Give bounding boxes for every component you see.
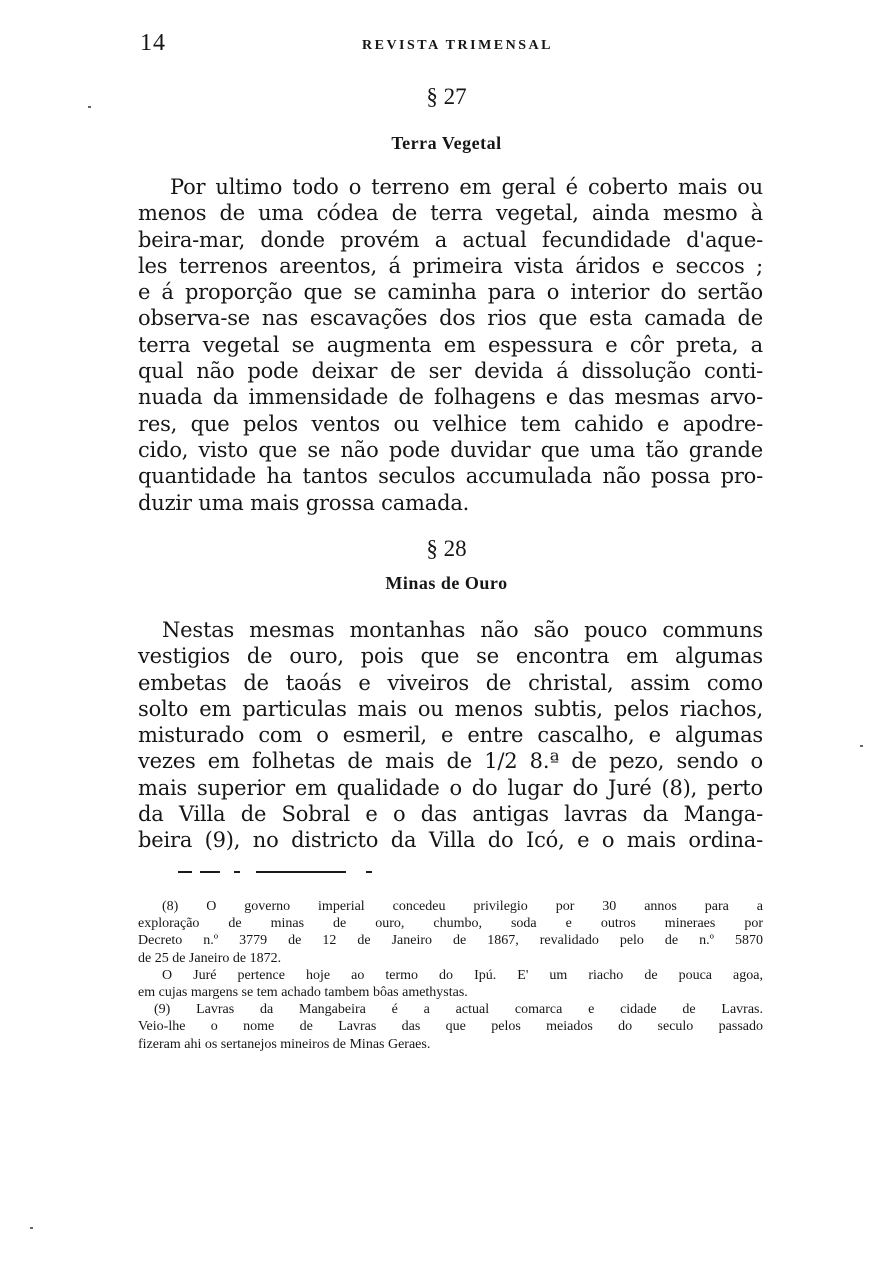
- page-number: 14: [140, 30, 166, 56]
- footnote-rule: [178, 870, 378, 874]
- section-28-paragraph: [138, 617, 763, 854]
- paragraph-line: beira-mar, donde provém a actual fecundidade d'aque-: [138, 227, 763, 252]
- footnote-line: Veio-lhe o nome de Lavras das que pelos meiados do seculo passado: [138, 1019, 763, 1035]
- paragraph-line: observa-se nas escavações dos rios que esta camada de: [138, 306, 763, 331]
- paragraph-line: misturado com o esmeril, e entre cascalho, e algumas: [138, 723, 763, 748]
- footnote-line: O Juré pertence hoje ao termo do Ipú. E' um riacho de pouca agoa,: [162, 967, 763, 983]
- section-27-paragraph: [138, 174, 763, 516]
- footnote-line: fizeram ahi os sertanejos mineiros de Minas Geraes.: [138, 1036, 431, 1052]
- footnote-line: em cujas margens se tem achado tambem bôas amethystas.: [138, 984, 468, 1000]
- paragraph-line: Nestas mesmas montanhas não são pouco communs: [162, 618, 763, 642]
- paragraph-line: mais superior em qualidade o do lugar do Juré (8), perto: [138, 775, 763, 800]
- footnote-line: (9) Lavras da Mangabeira é a actual comarca e cidade de Lavras.: [154, 1002, 763, 1018]
- footnote-line: (8) O governo imperial concedeu privilegio por 30 annos para a: [162, 899, 763, 914]
- paragraph-line: Por ultimo todo o terreno em geral é coberto mais ou: [170, 175, 763, 199]
- paragraph-line: duzir uma mais grossa camada.: [138, 490, 470, 515]
- paragraph-line: nuada da immensidade de folhagens e das mesmas arvo-: [138, 385, 763, 410]
- paragraph-line: embetas de taoás e viveiros de christal, assim como: [138, 670, 763, 695]
- paragraph-line: beira (9), no districto da Villa do Icó, e o mais ordina-: [138, 828, 763, 853]
- paragraph-line: qual não pode deixar de ser devida á dissolução conti-: [138, 359, 763, 384]
- scan-speck: [860, 745, 863, 747]
- paragraph-line: menos de uma códea de terra vegetal, ainda mesmo à: [138, 201, 763, 226]
- paragraph-line: cido, visto que se não pode duvidar que uma tão grande: [138, 437, 763, 462]
- paragraph-line: res, que pelos ventos ou velhice tem cahido e apodre-: [138, 411, 763, 436]
- paragraph-line: vezes em folhetas de mais de 1/2 8.ª de pezo, sendo o: [138, 749, 763, 774]
- footnote-line: Decreto n.º 3779 de 12 de Janeiro de 1867, revalidado pelo de n.º 5870: [138, 933, 763, 949]
- section-27-title: Terra Vegetal: [391, 133, 502, 153]
- section-28-title: Minas de Ouro: [385, 573, 508, 593]
- paragraph-line: da Villa de Sobral e o das antigas lavras da Manga-: [138, 802, 763, 827]
- paragraph-line: les terrenos areentos, á primeira vista áridos e seccos ;: [138, 253, 763, 278]
- footnotes: [138, 898, 763, 1053]
- page-header: [140, 30, 765, 60]
- paragraph-line: vestigios de ouro, pois que se encontra em algumas: [138, 644, 763, 669]
- paragraph-line: e á proporção que se caminha para o interior do sertão: [138, 280, 763, 305]
- footnote-line: exploração de minas de ouro, chumbo, soda e outros mineraes por: [138, 916, 763, 932]
- paragraph-line: terra vegetal se augmenta em espessura e côr preta, a: [138, 332, 763, 357]
- paragraph-line: quantidade ha tantos seculos accumulada não possa pro-: [138, 464, 763, 489]
- paragraph-line: solto em particulas mais ou menos subtis, pelos riachos,: [138, 696, 763, 721]
- running-title: REVISTA TRIMENSAL: [362, 38, 553, 53]
- scan-speck: [30, 1227, 33, 1229]
- footnote-line: de 25 de Janeiro de 1872.: [138, 950, 282, 966]
- section-27-mark: § 27: [426, 84, 467, 109]
- scan-speck: [88, 106, 91, 108]
- section-28-mark: § 28: [426, 536, 467, 561]
